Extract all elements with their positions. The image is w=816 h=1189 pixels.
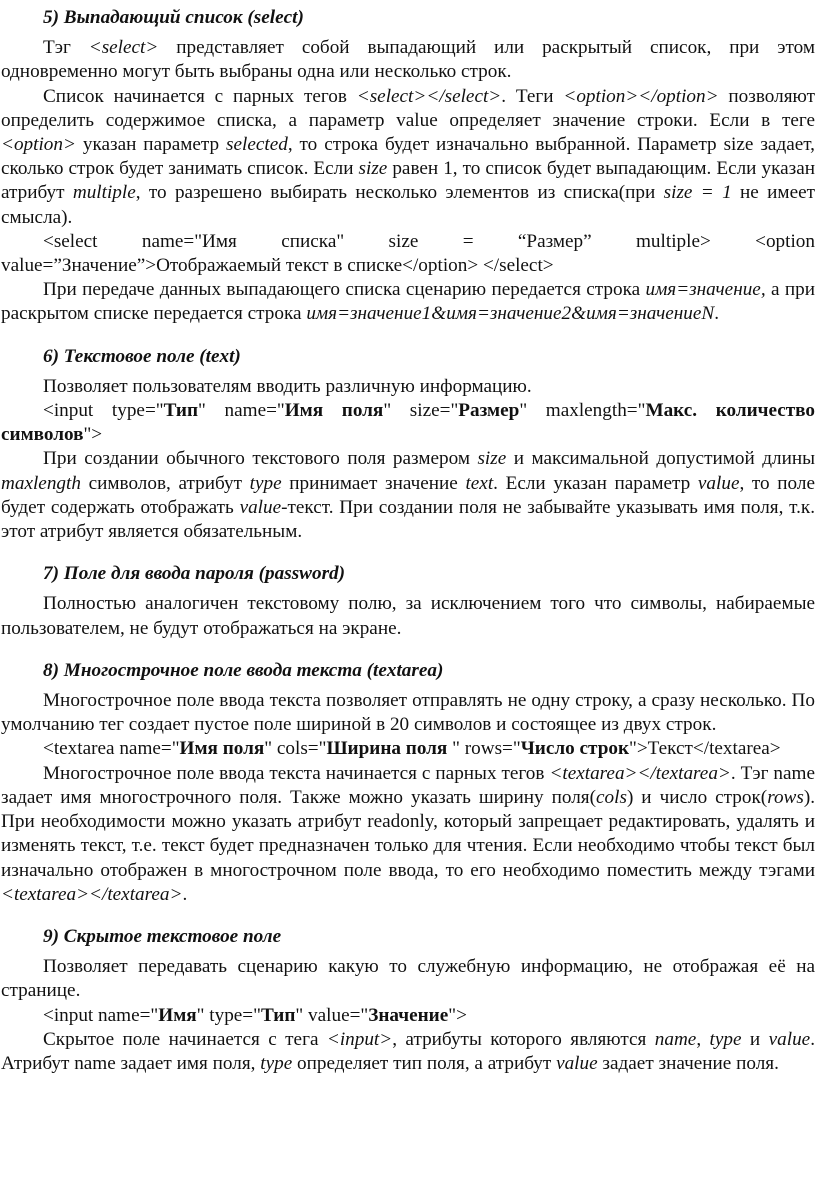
- section-7-paragraph-1: Полностью аналогичен текстовому полю, за исключением того что символы, набираемые пользователем, не будут отображаться на экране.: [1, 593, 815, 639]
- section-5-paragraph-1: Тэг <select> представляет собой выпадающий или раскрытый список, при этом одновременно могут быть выбраны одна или несколько строк.: [1, 37, 815, 83]
- section-5-code-example: <select name="Имя списка" size = “Размер” multiple> <option value=”Значение”>Отображаемый текст в списке</option> </select>: [1, 230, 815, 277]
- section-8-code-example: <textarea name="Имя поля" cols="Ширина поля " rows="Число строк">Текст</textarea>: [43, 738, 781, 760]
- section-9-paragraph-2: Скрытое поле начинается с тега <input>, атрибуты которого являются name, type и value. Атрибут name задает имя поля, type определяет тип поля, а атрибут value задает значение поля.: [1, 1028, 815, 1074]
- section-7-heading: 7) Поле для ввода пароля (password): [43, 563, 346, 585]
- section-5-heading: 5) Выпадающий список (select): [43, 7, 304, 28]
- section-8-heading: 8) Многострочное поле ввода текста (textarea): [43, 659, 444, 681]
- section-8-paragraph-1: Многострочное поле ввода текста позволяет отправлять не одну строку, а сразу несколько. По умолчанию тег создает пустое поле шириной в 20 символов и состоящее из двух строк.: [1, 690, 815, 736]
- section-5-paragraph-3: При передаче данных выпадающего списка сценарию передается строка имя=значение, а при раскрытом списке передается строка имя=значение1&имя=значение2&имя=значениеN.: [1, 279, 815, 325]
- section-6-heading: 6) Текстовое поле (text): [43, 345, 241, 367]
- section-5-paragraph-2: Список начинается с парных тегов <select></select>. Теги <option></option> позволяют определить содержимое списка, а параметр value определяет значение строки. Если в теге <option> указан параметр selected, то строка будет изначально выбранной. Параметр size задает, сколько строк будет занимать список. Если size равен 1, то список будет выпадающим. Если указан атрибут multiple, то разрешено выбирать несколько элементов из списка(при size = 1 не имеет смысла).: [1, 85, 815, 228]
- section-9-heading: 9) Скрытое текстовое поле: [43, 925, 282, 947]
- section-6-code-example: <input type="Тип" name="Имя поля" size="Размер" maxlength="Макс. количество символов">: [1, 400, 815, 446]
- section-8-paragraph-2: Многострочное поле ввода текста начинается с парных тегов <textarea></textarea>. Тэг name задает имя многострочного поля. Также можно указать ширину поля(cols) и число строк(rows). При необходимости можно указать атрибут readonly, который запрещает редактировать, удалять и изменять текст, т.е. текст будет предназначен только для чтения. Если необходимо чтобы текст был изначально отображен в многострочном поле ввода, то его необходимо поместить между тэгами <textarea></textarea>.: [1, 762, 815, 905]
- section-9-code-example: <input name="Имя" type="Тип" value="Значение">: [43, 1004, 467, 1026]
- section-9-paragraph-1: Позволяет передавать сценарию какую то служебную информацию, не отображая её на странице.: [1, 956, 815, 1002]
- section-6-paragraph-2: При создании обычного текстового поля размером size и максимальной допустимой длины maxlength символов, атрибут type принимает значение text. Если указан параметр value, то поле будет содержать отображать value-текст. При создании поля не забывайте указывать имя поля, т.к. этот атрибут является обязательным.: [1, 448, 816, 543]
- section-6-paragraph-1: Позволяет пользователям вводить различную информацию.: [43, 375, 532, 397]
